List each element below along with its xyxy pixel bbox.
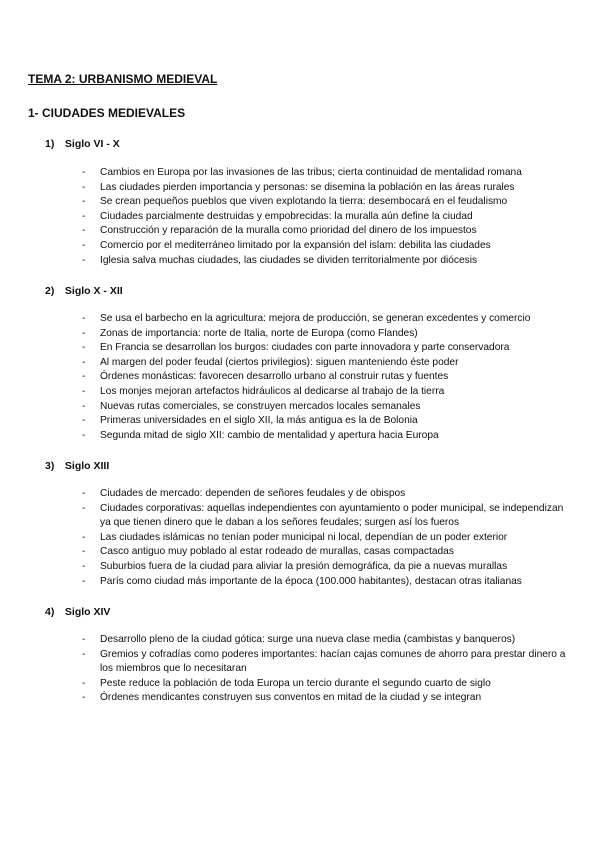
bullet-list: [82, 166, 572, 268]
list-item: [82, 370, 572, 385]
bullet-dash: -: [82, 677, 86, 689]
list-item: [82, 385, 572, 400]
item-text: Nuevas rutas comerciales, se construyen mercados locales semanales: [100, 400, 421, 412]
list-item: [82, 545, 572, 560]
item-text: Órdenes mendicantes construyen sus conventos en mitad de la ciudad y se integran: [100, 692, 482, 704]
bullet-dash: -: [82, 415, 86, 427]
list-item: [82, 531, 572, 546]
chapter-heading: 1- CIUDADES MEDIEVALES: [28, 106, 186, 120]
bullet-dash: -: [82, 181, 86, 193]
item-text: Órdenes monásticas: favorecen desarrollo urbano al construir rutas y fuentes: [100, 371, 449, 383]
bullet-dash: -: [82, 400, 86, 412]
section-heading: [45, 460, 109, 472]
bullet-list: [82, 633, 572, 706]
list-item: [82, 224, 572, 239]
list-item: [82, 254, 572, 269]
item-text: Las ciudades pierden importancia y personas: se disemina la población en las áreas rurales: [100, 181, 515, 193]
list-item: [82, 487, 572, 502]
bullet-dash: -: [82, 371, 86, 383]
list-item: [82, 502, 572, 531]
section-label: Siglo X - XII: [64, 285, 123, 297]
section-heading: [45, 285, 123, 297]
list-item: [82, 560, 572, 575]
bullet-dash: -: [82, 167, 86, 178]
list-item: [82, 341, 572, 356]
item-text: Se usa el barbecho en la agricultura: mejora de producción, se generan excedentes y comercio: [100, 313, 531, 324]
bullet-dash: -: [82, 239, 86, 251]
list-item: [82, 239, 572, 254]
item-text: Suburbios fuera de la ciudad para aliviar la presión demográfica, da pie a nuevas murallas: [100, 560, 508, 572]
list-item: [82, 181, 572, 196]
item-text: Casco antiguo muy poblado al estar rodeado de murallas, casas compactadas: [100, 546, 454, 558]
bullet-dash: -: [82, 356, 86, 368]
bullet-dash: -: [82, 634, 86, 645]
list-item: [82, 575, 572, 590]
list-item: [82, 648, 572, 677]
section-label: Siglo VI - X: [64, 138, 120, 150]
bullet-list: [82, 312, 572, 443]
section-heading: [45, 138, 120, 150]
document-title: TEMA 2: URBANISMO MEDIEVAL: [28, 72, 218, 86]
item-text: Ciudades corporativas: aquellas independientes con ayuntamiento o poder municipal, se independizan ya que tienen dinero que le daban a los señores feudales; surgen así los fueros: [100, 502, 564, 529]
list-item: [82, 210, 572, 225]
bullet-dash: -: [82, 342, 86, 354]
bullet-dash: -: [82, 385, 86, 397]
list-item: [82, 633, 572, 648]
item-text: Primeras universidades en el siglo XII, la más antigua es la de Bolonia: [100, 415, 418, 427]
section-heading: [45, 606, 110, 618]
item-text: Ciudades de mercado: dependen de señores feudales y de obispos: [100, 488, 406, 499]
item-text: Al margen del poder feudal (ciertos privilegios): siguen manteniendo éste poder: [100, 356, 459, 368]
bullet-dash: -: [82, 648, 86, 660]
item-text: Ciudades parcialmente destruidas y empobrecidas: la muralla aún define la ciudad: [100, 210, 473, 222]
list-item: [82, 195, 572, 210]
list-item: [82, 327, 572, 342]
bullet-dash: -: [82, 502, 86, 514]
bullet-dash: -: [82, 196, 86, 208]
bullet-dash: -: [82, 575, 86, 587]
item-text: Zonas de importancia: norte de Italia, norte de Europa (como Flandes): [100, 327, 418, 339]
item-text: En Francia se desarrollan los burgos: ciudades con parte innovadora y parte conservadora: [100, 342, 510, 354]
bullet-dash: -: [82, 210, 86, 222]
section-number: 1): [45, 138, 55, 150]
section-number: 2): [45, 285, 55, 297]
list-item: [82, 691, 572, 706]
bullet-dash: -: [82, 429, 86, 441]
list-item: [82, 429, 572, 444]
item-text: Los monjes mejoran artefactos hidráulicos al dedicarse al trabajo de la tierra: [100, 385, 445, 397]
item-text: Comercio por el mediterráneo limitado por la expansión del islam: debilita las ciudades: [100, 239, 491, 251]
list-item: [82, 356, 572, 371]
list-item: [82, 400, 572, 415]
item-text: Iglesia salva muchas ciudades, las ciudades se dividen territorialmente por diócesis: [100, 254, 478, 266]
item-text: Las ciudades islámicas no tenían poder municipal ni local, dependían de un poder exterior: [100, 531, 508, 543]
item-text: Peste reduce la población de toda Europa un tercio durante el segundo cuarto de siglo: [100, 677, 491, 689]
item-text: Se crean pequeños pueblos que viven explotando la tierra: desembocará en el feudalismo: [100, 196, 508, 208]
bullet-dash: -: [82, 488, 86, 499]
bullet-dash: -: [82, 327, 86, 339]
bullet-dash: -: [82, 531, 86, 543]
bullet-dash: -: [82, 546, 86, 558]
bullet-dash: -: [82, 254, 86, 266]
item-text: Desarrollo pleno de la ciudad gótica: surge una nueva clase media (cambistas y banqueros): [100, 634, 516, 645]
section-label: Siglo XIV: [64, 606, 111, 618]
bullet-dash: -: [82, 225, 86, 237]
bullet-dash: -: [82, 560, 86, 572]
bullet-dash: -: [82, 313, 86, 324]
bullet-dash: -: [82, 692, 86, 704]
section-label: Siglo XIII: [64, 460, 110, 472]
bullet-list: [82, 487, 572, 589]
item-text: Cambios en Europa por las invasiones de las tribus; cierta continuidad de mentalidad romana: [100, 167, 522, 178]
item-text: Segunda mitad de siglo XII: cambio de mentalidad y apertura hacia Europa: [100, 429, 439, 441]
item-text: París como ciudad más importante de la época (100.000 habitantes), destacan otras italianas: [100, 575, 522, 587]
list-item: [82, 414, 572, 429]
section-number: 3): [45, 460, 55, 472]
list-item: [82, 166, 572, 181]
section-number: 4): [45, 606, 55, 618]
item-text: Construcción y reparación de la muralla como prioridad del dinero de los impuestos: [100, 225, 477, 237]
list-item: [82, 677, 572, 692]
item-text: Gremios y cofradías como poderes importantes: hacían cajas comunes de ahorro para prestar dinero a los miembros que lo necesitaran: [100, 648, 566, 675]
list-item: [82, 312, 572, 327]
